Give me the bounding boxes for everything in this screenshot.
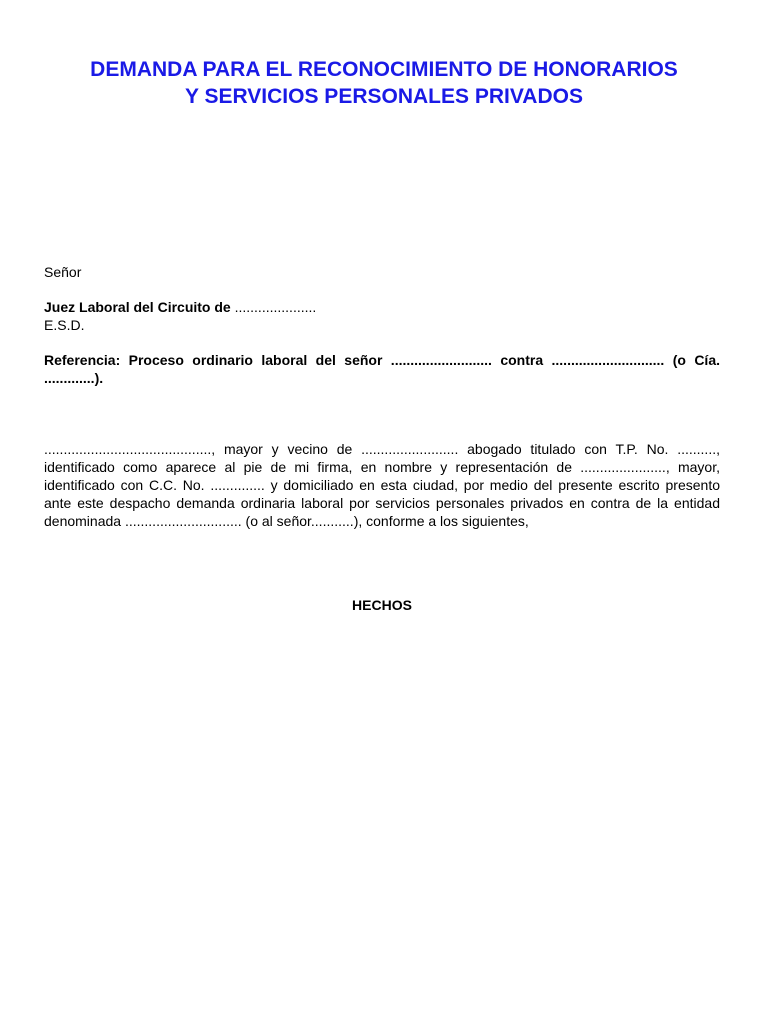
judge-line: [44, 298, 720, 316]
esd-line: E.S.D.: [44, 317, 85, 333]
reference-line: Referencia: Proceso ordinario laboral del señor .......................... contra ............................. (o Cía. .............).: [44, 352, 720, 386]
greeting: Señor: [44, 264, 82, 280]
title-line-1: DEMANDA PARA EL RECONOCIMIENTO DE HONORARIOS: [90, 58, 678, 81]
judge-label: Juez Laboral del Circuito de: [44, 299, 231, 315]
document-title: [40, 56, 728, 110]
body-paragraph: ..........................................., mayor y vecino de ......................... abogado titulado con T.P. No. .........., identificado como aparece al pie de mi firma, en nombre y representación de ......................, mayor, identificado con C.C. No. .............. y domiciliado en esta ciudad, por medio del presente escrito presento ante este despacho demanda ordinaria laboral por servicios personales privados en contra de la entidad denominada .............................. (o al señor...........), conforme a los siguientes,: [44, 441, 720, 529]
judge-blank: .....................: [230, 299, 317, 315]
title-line-2: Y SERVICIOS PERSONALES PRIVADOS: [185, 85, 583, 108]
section-heading-hechos: HECHOS: [352, 597, 412, 613]
addressee-block: [44, 298, 720, 334]
